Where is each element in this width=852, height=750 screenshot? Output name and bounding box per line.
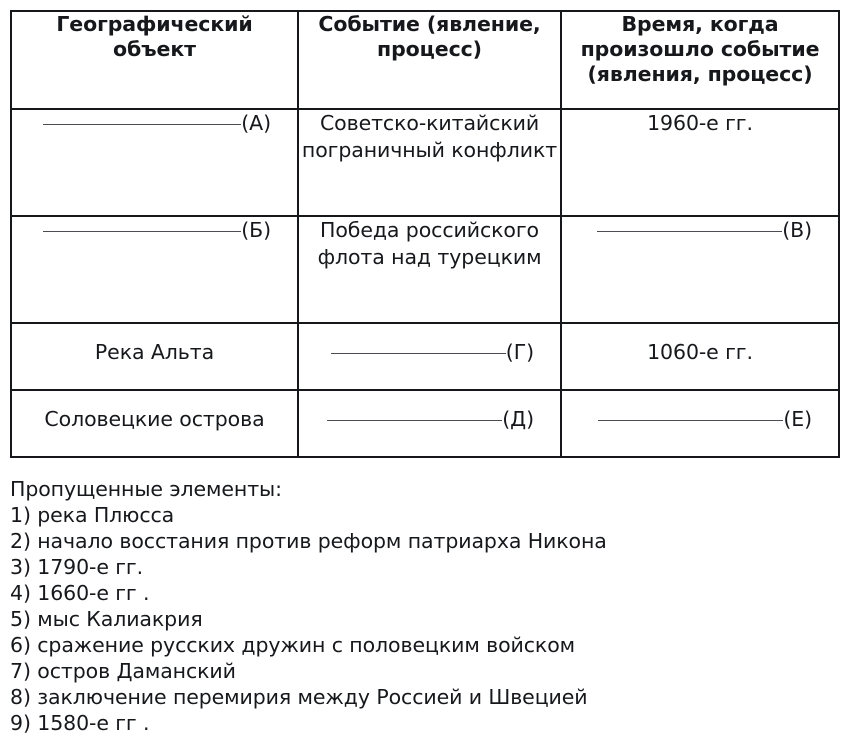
blank-rule — [597, 231, 782, 232]
column-header-geographic-object: Географический объект — [11, 11, 298, 109]
list-item: 8) заключение перемирия между Россией и Швецией — [10, 685, 588, 709]
blank-letter: (Б) — [241, 218, 271, 242]
answer-blank-e[interactable] — [562, 406, 838, 433]
cell-geographic-object: Река Альта — [11, 323, 298, 390]
blank-rule — [598, 420, 783, 421]
answer-blank-v[interactable] — [562, 217, 838, 244]
blank-rule — [43, 124, 241, 125]
list-item: 9) 1580-е гг . — [10, 711, 150, 735]
answer-blank-d[interactable] — [299, 406, 560, 433]
blank-letter: (А) — [241, 111, 271, 135]
list-item: 4) 1660-е гг . — [10, 581, 150, 605]
table-row — [11, 323, 839, 390]
table-row — [11, 390, 839, 457]
matching-table — [10, 10, 840, 458]
blank-letter: (Е) — [783, 407, 812, 431]
column-header-time: Время, когда произошло событие (явления, процесс) — [561, 11, 839, 109]
list-item: 5) мыс Калиакрия — [10, 607, 203, 631]
blank-rule — [327, 420, 502, 421]
cell-geographic-object: Соловецкие острова — [11, 390, 298, 457]
missing-elements-title: Пропущенные элементы: — [10, 477, 282, 501]
answer-blank-g[interactable] — [299, 339, 560, 366]
blank-letter: (Д) — [502, 407, 534, 431]
list-item: 3) 1790-е гг. — [10, 555, 144, 579]
cell-time — [561, 390, 839, 457]
missing-elements-list — [10, 502, 840, 736]
cell-geographic-object — [11, 216, 298, 323]
cell-event — [298, 390, 561, 457]
cell-event: Победа российского флота над турецким — [298, 216, 561, 323]
blank-letter: (Г) — [505, 340, 534, 364]
missing-elements-section — [10, 476, 840, 736]
cell-geographic-object — [11, 109, 298, 216]
cell-event — [298, 323, 561, 390]
table-row — [11, 216, 839, 323]
list-item: 7) остров Даманский — [10, 659, 236, 683]
column-header-event: Событие (явление, процесс) — [298, 11, 561, 109]
blank-letter: (В) — [782, 218, 812, 242]
cell-event: Советско-китайский пограничный конфликт — [298, 109, 561, 216]
cell-time: 1060-е гг. — [561, 323, 839, 390]
table-header-row — [11, 11, 839, 109]
list-item: 2) начало восстания против реформ патриарха Никона — [10, 529, 607, 553]
cell-time — [561, 216, 839, 323]
list-item: 6) сражение русских дружин с половецким войском — [10, 633, 576, 657]
answer-blank-a[interactable] — [12, 110, 297, 137]
table-row — [11, 109, 839, 216]
blank-rule — [331, 353, 506, 354]
cell-time: 1960-е гг. — [561, 109, 839, 216]
answer-blank-b[interactable] — [12, 217, 297, 244]
list-item: 1) река Плюсса — [10, 503, 175, 527]
blank-rule — [43, 231, 241, 232]
